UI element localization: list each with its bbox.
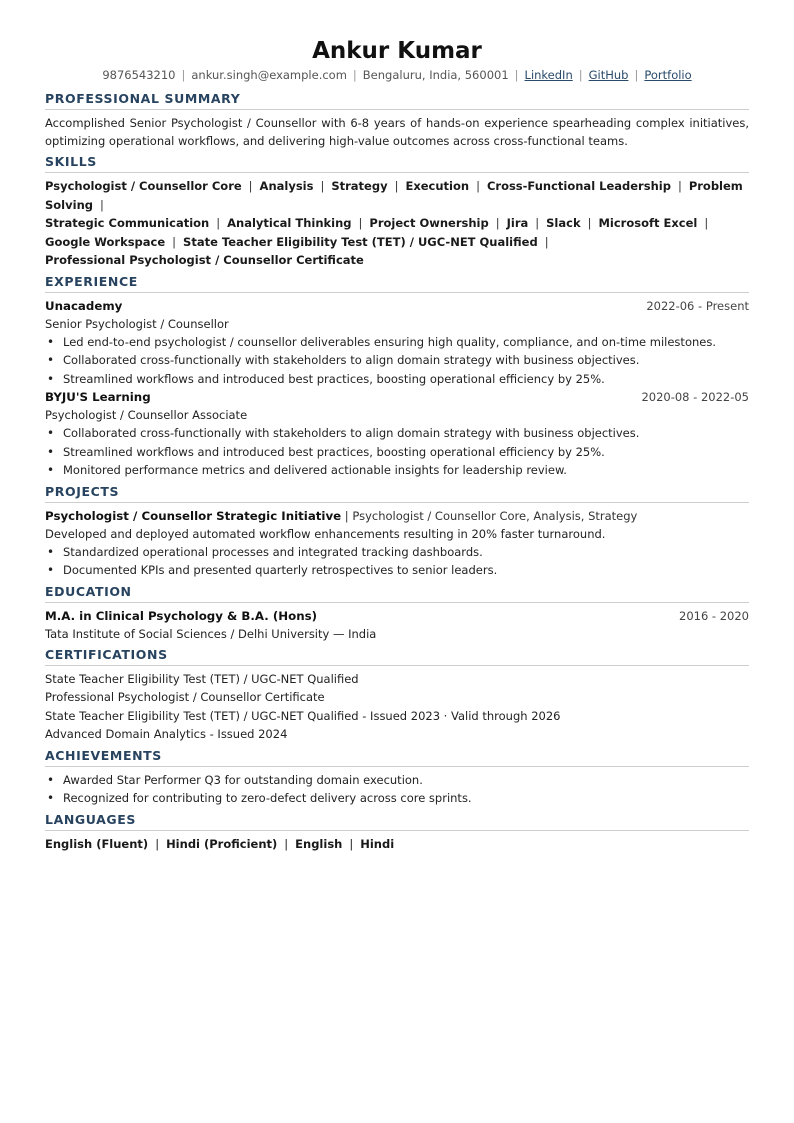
bullet-item: • Led end-to-end psychologist / counsellor deliverables ensuring high quality, compliance, and on-time milestones. [45,333,749,352]
bullet-item: • Streamlined workflows and introduced best practices, boosting operational efficiency by 25%. [45,370,749,389]
contact-line: 9876543210 | ankur.singh@example.com | Bengaluru, India, 560001 | LinkedIn | GitHub | Portfolio [102,68,692,82]
job-bullets [45,424,749,480]
skill-item: Cross-Functional Leadership [486,179,671,193]
project-entry [45,507,749,580]
phone: 9876543210 [102,68,176,82]
bullet-item: • Recognized for contributing to zero-defect delivery across core sprints. [45,789,749,808]
bullet-item: • Standardized operational processes and integrated tracking dashboards. [45,543,749,562]
skills-section [45,154,749,270]
skill-item: Problem Solving [45,179,743,212]
languages-list: English (Fluent) | Hindi (Proficient) | English | Hindi [45,836,395,851]
experience-section [45,274,749,480]
section-title: PROFESSIONAL SUMMARY [45,91,749,110]
section-title: ACHIEVEMENTS [45,748,749,767]
job-bullets [45,333,749,389]
project-description: Developed and deployed automated workflow enhancements resulting in 20% faster turnaround. [45,526,606,541]
skill-item: Jira [506,216,529,230]
certification-item: State Teacher Eligibility Test (TET) / UGC-NET Qualified - Issued 2023 · Valid through 2026 [45,708,561,723]
section-title: EXPERIENCE [45,274,749,293]
certifications-section [45,647,749,744]
portfolio-link[interactable]: Portfolio [644,68,692,82]
section-title: CERTIFICATIONS [45,647,749,666]
bullet-item: • Collaborated cross-functionally with stakeholders to align domain strategy with business objectives. [45,424,749,443]
language-item: Hindi [360,836,395,851]
location: Bengaluru, India, 560001 [362,68,509,82]
project-bullets [45,543,749,580]
summary-section [45,91,749,150]
achievements-section [45,748,749,808]
project-name: Psychologist / Counsellor Strategic Initiative [45,508,342,523]
skill-item: Analysis [259,179,314,193]
school: Tata Institute of Social Sciences / Delhi University — India [45,626,377,641]
section-title: LANGUAGES [45,812,749,831]
bullet-item: • Awarded Star Performer Q3 for outstanding domain execution. [45,771,749,790]
bullet-item: • Monitored performance metrics and delivered actionable insights for leadership review. [45,461,749,480]
achievement-bullets [45,771,749,808]
skill-item: Analytical Thinking [227,216,352,230]
certification-item: Professional Psychologist / Counsellor Certificate [45,690,325,704]
bullet-item: • Collaborated cross-functionally with stakeholders to align domain strategy with business objectives. [45,351,749,370]
company-name: BYJU'S Learning [45,390,151,404]
job-dates: 2020-08 - 2022-05 [641,390,749,404]
skill-item: Strategic Communication [45,216,210,230]
language-item: English (Fluent) [45,836,149,851]
skill-item: Project Ownership [369,216,489,230]
degree: M.A. in Clinical Psychology & B.A. (Hons) [45,608,318,623]
education-dates: 2016 - 2020 [679,608,749,623]
skill-item: State Teacher Eligibility Test (TET) / UGC-NET Qualified [183,234,538,249]
job-dates: 2022-06 - Present [646,298,749,313]
certification-item: State Teacher Eligibility Test (TET) / UGC-NET Qualified [45,671,359,686]
skill-item: Psychologist / Counsellor Core [45,179,242,193]
linkedin-link[interactable]: LinkedIn [524,68,573,82]
language-item: Hindi (Proficient) [166,836,278,851]
section-title: SKILLS [45,154,749,173]
candidate-name: Ankur Kumar [312,38,482,64]
job-entry [45,388,749,480]
skills-list: Psychologist / Counsellor Core | Analysis | Strategy | Execution | Cross-Functional Leadership | Problem Solving | Strategic Communication | Analytical Thinking | Project Ownership | Jira | Slack | Microsoft Excel | Google Workspace | State Teacher Eligibility Test (TET) / UGC-NET Qualified | Professional Psychologist / Counsellor Certificate [45,179,743,267]
job-entry [45,297,749,389]
section-title: EDUCATION [45,584,749,603]
projects-section [45,484,749,580]
education-section [45,584,749,643]
skill-item: Microsoft Excel [598,216,698,230]
section-title: PROJECTS [45,484,749,503]
bullet-item: • Streamlined workflows and introduced best practices, boosting operational efficiency by 25%. [45,443,749,462]
skill-item: Professional Psychologist / Counsellor Certificate [45,253,364,267]
project-tech: | Psychologist / Counsellor Core, Analysis, Strategy [341,508,638,523]
summary-text: Accomplished Senior Psychologist / Counsellor with 6-8 years of hands-on experience spearheading complex initiatives, optimizing operational workflows, and delivering high-value outcomes across cross-functional teams. [45,116,749,148]
skill-item: Execution [405,179,470,193]
skill-item: Slack [546,216,581,230]
bullet-item: • Documented KPIs and presented quarterly retrospectives to senior leaders. [45,561,749,580]
github-link[interactable]: GitHub [588,68,629,82]
email[interactable]: ankur.singh@example.com [191,68,347,82]
languages-section [45,812,749,853]
skill-item: Strategy [331,179,388,193]
job-role: Psychologist / Counsellor Associate [45,408,248,422]
skill-item: Google Workspace [45,234,166,249]
certification-item: Advanced Domain Analytics - Issued 2024 [45,727,288,741]
job-role: Senior Psychologist / Counsellor [45,316,229,331]
company-name: Unacademy [45,298,123,313]
language-item: English [295,836,343,851]
